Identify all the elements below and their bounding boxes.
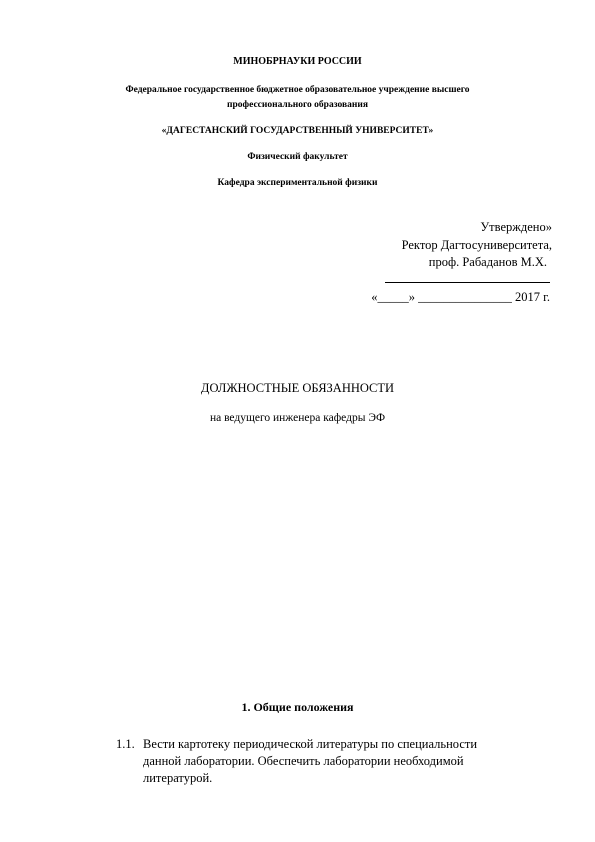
- list-item-number: 1.1.: [116, 737, 135, 751]
- department-name: Кафедра экспериментальной физики: [217, 178, 378, 188]
- signature-line: [385, 282, 550, 283]
- approval-approved: Утверждено»: [480, 220, 552, 234]
- list-item-line-1: Вести картотеку периодической литературы по специальности: [143, 737, 478, 751]
- list-item-line-3: литературой.: [143, 771, 213, 785]
- university-name: «ДАГЕСТАНСКИЙ ГОСУДАРСТВЕННЫЙ УНИВЕРСИТЕТ»: [161, 126, 434, 136]
- document-subtitle: на ведущего инженера кафедры ЭФ: [209, 412, 386, 424]
- ministry-heading: МИНОБРНАУКИ РОССИИ: [233, 56, 362, 67]
- institution-line-1: Федеральное государственное бюджетное образовательное учреждение высшего: [125, 85, 470, 95]
- list-item-line-2: данной лаборатории. Обеспечить лаборатории необходимой: [143, 754, 464, 768]
- faculty-name: Физический факультет: [247, 152, 348, 162]
- approval-signatory-name: проф. Рабаданов М.Х.: [428, 255, 547, 269]
- institution-line-2: профессионального образования: [227, 100, 368, 110]
- section-heading: 1. Общие положения: [241, 700, 354, 714]
- approval-position: Ректор Дагтосуниверситета,: [401, 238, 552, 252]
- document-title: ДОЛЖНОСТНЫЕ ОБЯЗАННОСТИ: [200, 381, 395, 395]
- approval-date-line: «_____» _______________ 2017 г.: [371, 290, 550, 304]
